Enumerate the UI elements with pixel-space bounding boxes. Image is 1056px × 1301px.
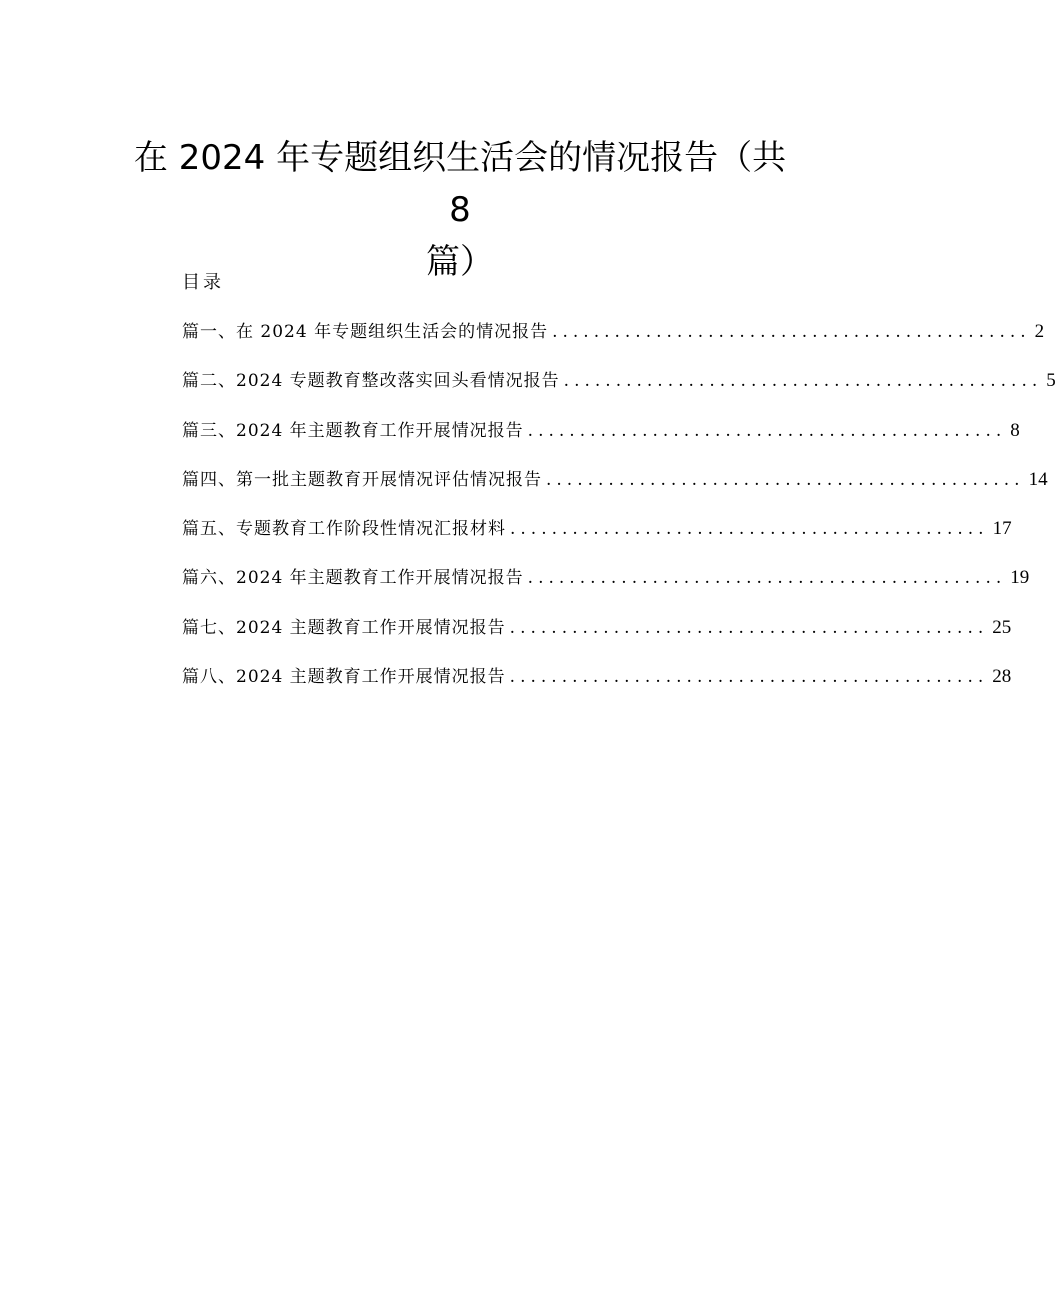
toc-entry-label: 篇四、第一批主题教育开展情况评估情况报告 xyxy=(182,469,542,490)
document-title-line-2: 篇） xyxy=(426,242,494,282)
toc-leader-dots: .............................................. xyxy=(527,420,1007,441)
toc-entry-label: 篇三、2024 年主题教育工作开展情况报告 xyxy=(182,420,524,441)
toc-leader-dots: .............................................. xyxy=(546,469,1025,490)
toc-leader-dots: .............................................. xyxy=(563,371,1043,392)
toc-entry-label: 篇六、2024 年主题教育工作开展情况报告 xyxy=(182,568,524,589)
toc-entry-label: 篇五、专题教育工作阶段性情况汇报材料 xyxy=(182,519,506,540)
toc-leader-dots: .............................................. xyxy=(509,667,989,688)
toc-entry[interactable] xyxy=(182,318,1045,367)
toc-entry[interactable] xyxy=(182,466,1048,515)
document-title-line-1: 在 2024 年专题组织生活会的情况报告（共 8 xyxy=(133,138,787,230)
toc-entry-page: 2 xyxy=(1034,321,1045,342)
toc-entry[interactable] xyxy=(182,515,1012,564)
toc-heading: 目录 xyxy=(182,272,224,293)
toc-entry-label: 篇二、2024 专题教育整改落实回头看情况报告 xyxy=(182,371,560,392)
toc-entry[interactable] xyxy=(182,564,1030,613)
toc-entry-page: 25 xyxy=(992,616,1012,638)
toc-leader-dots: .............................................. xyxy=(509,617,989,638)
toc-entry-page: 5 xyxy=(1046,370,1056,392)
toc-entry[interactable] xyxy=(182,663,1012,712)
toc-entry[interactable] xyxy=(182,367,1056,416)
toc-entry-page: 28 xyxy=(992,666,1012,688)
toc-entry[interactable] xyxy=(182,417,1020,466)
toc-entry-page: 14 xyxy=(1028,468,1048,490)
toc-entry[interactable] xyxy=(182,614,1012,663)
toc-entry-page: 19 xyxy=(1010,567,1030,589)
table-of-contents xyxy=(182,318,1056,712)
toc-entry-label: 篇八、2024 主题教育工作开展情况报告 xyxy=(182,667,506,688)
document-title xyxy=(130,132,790,288)
toc-entry-label: 篇一、在 2024 年专题组织生活会的情况报告 xyxy=(182,322,549,342)
toc-entry-label: 篇七、2024 主题教育工作开展情况报告 xyxy=(182,617,506,638)
toc-leader-dots: .............................................. xyxy=(552,322,1031,342)
toc-entry-page: 8 xyxy=(1010,419,1020,441)
toc-leader-dots: .............................................. xyxy=(527,568,1007,589)
toc-leader-dots: .............................................. xyxy=(510,519,989,540)
toc-entry-page: 17 xyxy=(992,518,1012,540)
